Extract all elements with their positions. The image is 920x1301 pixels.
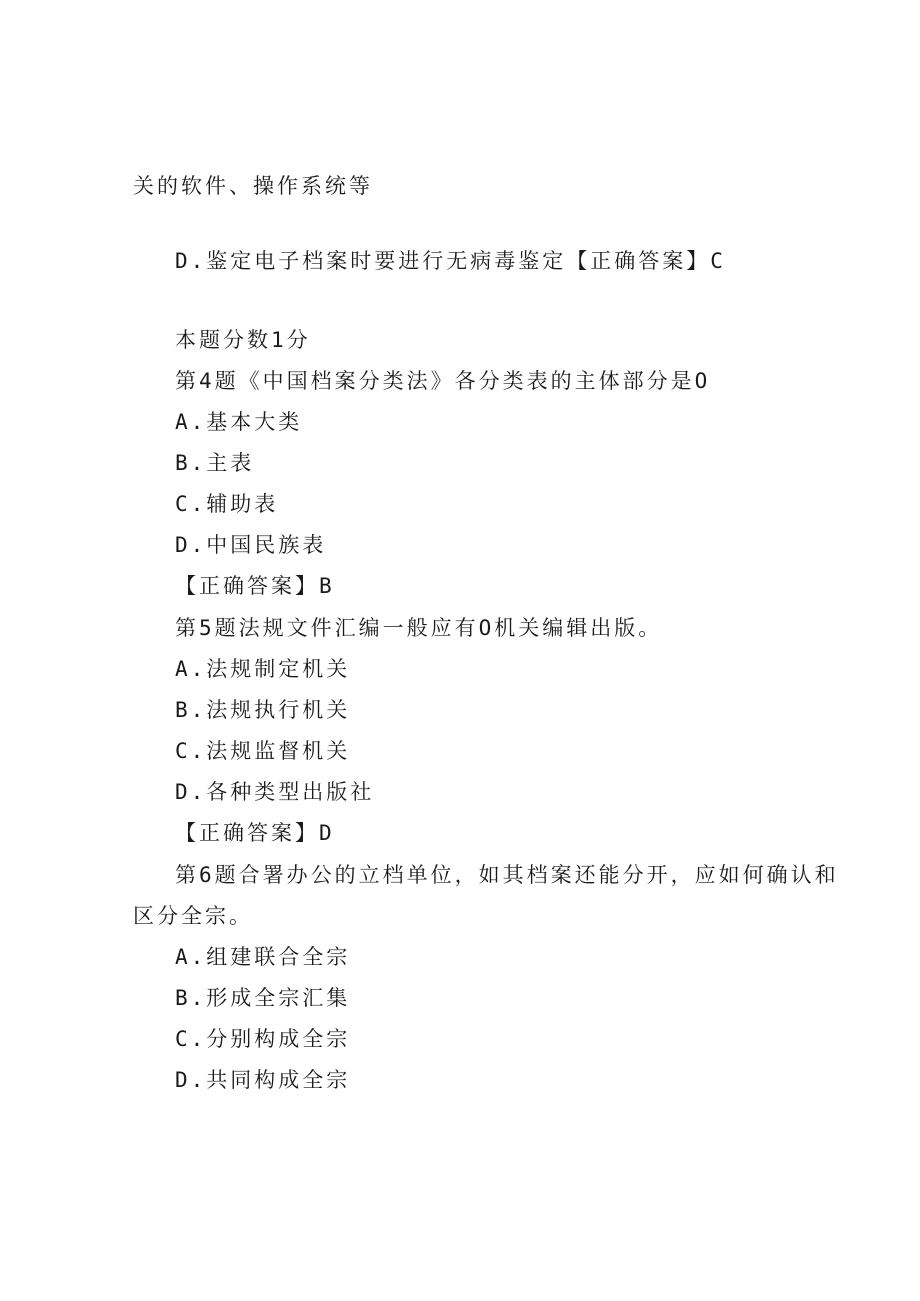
option-a: A.组建联合全宗 — [175, 945, 351, 969]
question-6-continued: 区分全宗。 — [133, 904, 253, 928]
option-d: D.各种类型出版社 — [175, 780, 375, 804]
score-line: 本题分数1分 — [175, 328, 311, 352]
option-b: B.法规执行机关 — [175, 698, 351, 722]
question-4: 第4题《中国档案分类法》各分类表的主体部分是O — [175, 369, 711, 393]
question-5: 第5题法规文件汇编一般应有O机关编辑出版。 — [175, 616, 663, 640]
option-c: C.分别构成全宗 — [175, 1027, 351, 1051]
option-a: A.基本大类 — [175, 410, 303, 434]
option-b: B.形成全宗汇集 — [175, 986, 351, 1010]
option-a: A.法规制定机关 — [175, 657, 351, 681]
option-d-line: D.鉴定电子档案时要进行无病毒鉴定【正确答案】C — [175, 249, 726, 273]
text-line: 关的软件、操作系统等 — [133, 174, 373, 198]
option-c: C.法规监督机关 — [175, 739, 351, 763]
question-6: 第6题合署办公的立档单位，如其档案还能分开，应如何确认和 — [175, 863, 839, 887]
option-c: C.辅助表 — [175, 492, 279, 516]
option-d: D.中国民族表 — [175, 533, 327, 557]
answer-line: 【正确答案】D — [175, 821, 335, 845]
option-b: B.主表 — [175, 451, 255, 475]
option-d: D.共同构成全宗 — [175, 1068, 351, 1092]
answer-line: 【正确答案】B — [175, 574, 335, 598]
